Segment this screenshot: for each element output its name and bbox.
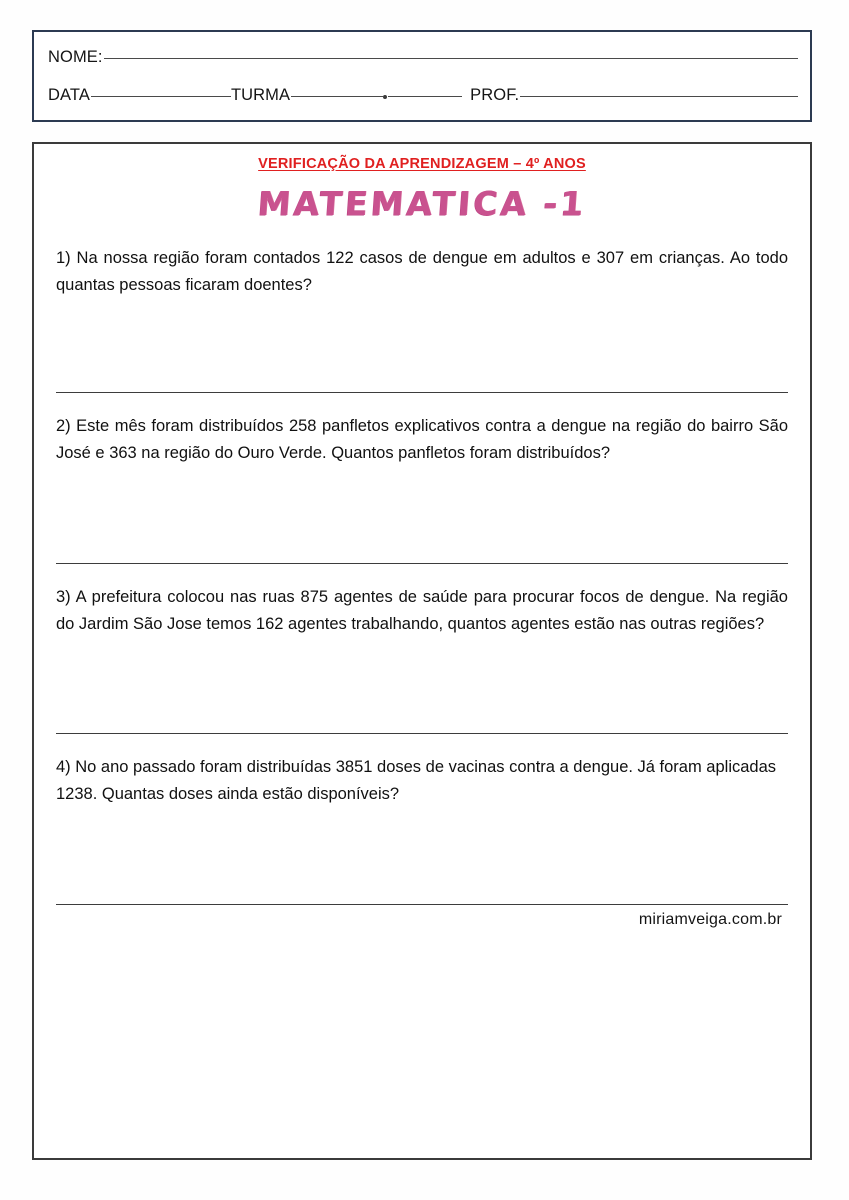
answer-workspace[interactable] — [52, 298, 792, 392]
scan-dot-artifact — [383, 95, 387, 99]
spacer — [52, 564, 792, 584]
question-text: 2) Este mês foram distribuídos 258 panfletos explicativos contra a dengue na região do bairro São José e 363 na região do Ouro Verde. Quantos panfletos foram distribuídos? — [56, 417, 788, 463]
question-text: 1) Na nossa região foram contados 122 casos de dengue em adultos e 307 em crianças. Ao todo quantas pessoas ficaram doentes? — [56, 249, 788, 294]
class-write-line-extra[interactable] — [388, 96, 462, 97]
date-class-teacher-row — [48, 86, 798, 105]
name-write-line[interactable] — [104, 58, 798, 59]
question-item — [52, 413, 792, 583]
question-list — [34, 245, 810, 929]
question-text: 3) A prefeitura colocou nas ruas 875 agentes de saúde para procurar focos de dengue. Na região do Jardim São Jose temos 162 agentes trabalhando, quantos agentes estão nas outras regiões? — [56, 587, 788, 633]
answer-workspace[interactable] — [52, 808, 792, 904]
site-credit: miriamveiga.com.br — [638, 910, 782, 928]
class-label: TURMA — [230, 86, 291, 104]
name-label: NOME: — [48, 48, 103, 66]
question-item — [52, 245, 792, 413]
name-field-row — [48, 48, 798, 67]
teacher-write-line[interactable] — [520, 96, 798, 97]
answer-workspace[interactable] — [52, 467, 792, 563]
question-item — [52, 754, 792, 904]
date-write-line[interactable] — [91, 96, 231, 97]
spacer — [52, 734, 792, 754]
title-block — [34, 144, 810, 223]
teacher-label: PROF. — [470, 86, 520, 104]
class-write-line[interactable] — [291, 96, 383, 97]
date-label: DATA — [48, 86, 90, 104]
page-title: VERIFICAÇÃO DA APRENDIZAGEM – 4º ANOS — [258, 156, 586, 172]
spacer — [52, 393, 792, 413]
question-text: 4) No ano passado foram distribuídas 3851 doses de vacinas contra a dengue. Já foram aplicadas 1238. Quantas doses ainda estão disponíveis? — [56, 758, 777, 804]
worksheet-body — [32, 142, 812, 1160]
question-item — [52, 584, 792, 754]
student-identification-box — [32, 30, 812, 122]
answer-workspace[interactable] — [52, 637, 792, 733]
question-separator — [56, 904, 788, 905]
subject-title: MATEMATICA -1 — [256, 184, 588, 223]
